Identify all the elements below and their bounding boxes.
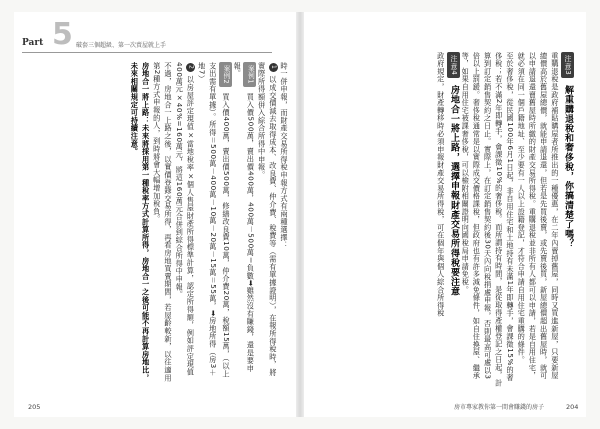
part-title: 破套三個超級、第一次賣屋就上手 (76, 42, 167, 49)
header-rule (22, 52, 272, 53)
right-page-body (312, 52, 574, 387)
tip4-block (447, 52, 460, 387)
tip4-paragraph: 政府規定，財產轉移時必須申報財產交易所得稅，可在個年與個人綜合所得稅 (436, 52, 446, 318)
list-item (174, 62, 196, 382)
tip3-paragraph: 至於奢侈稅，從民國100年6月1日起，非自用住宅和土地持有未滿1年即轉手，會課徵15%的奢侈稅；若不滿2年即轉手，會課徵10%的奢侈稅。而所謂持有時間，是從取得產權登記之日起，計算到訂定銷售契約之日止。實際上，在訂定銷售契約後30天內向稅捐處申報，否則最高可處以3倍以上罰鍰。奢侈稅通常是以實際成交價格課稅，但政府也有許多減免條件，如自住換屋、繼承等，如果自用住宅被課奢侈稅，可以檢附相關證明向國稅局申請免稅。 (461, 52, 515, 387)
closing-text: 不過，房地合一上路之後，以實價登錄交易所得，再看房地買賣期間，若屋齡較新，以往適用第2種方式申報的人，到時將會大幅增加稅負。 (152, 62, 173, 382)
tip4-heading: 房地合一將上路，選擇申報財產交易所得稅要注意 (448, 85, 459, 297)
list-item (256, 62, 278, 382)
list-item-text: 以房屋評定現值×當地稅率×個人售屋財產所得標準計算，認定所得額，例如評定現值400萬元×40%=160萬元，將這160萬元合併到綜合所得中申報。 (175, 62, 196, 376)
tip4-tag: 注意4 (447, 52, 460, 78)
number-bullet-2: 2 (186, 63, 195, 72)
case-tag-2: 案例2 (219, 62, 232, 87)
left-page (14, 12, 296, 417)
intro-text: 時一併申報，而財產交易所得稅申報方式有兩種選擇： (280, 62, 289, 250)
right-page (304, 12, 586, 417)
case-text: 買入價500萬，賣出價400萬，400萬－500萬＝負數➡雖然沒有賺錢，還是要申報。 (233, 62, 256, 373)
left-page-body (34, 62, 290, 382)
number-bullet-1: 1 (269, 63, 278, 72)
bold-note: 房地合一將上路：未來將採用第一種稅率方式計算所得，房地合一之後可能不再計算房地比，未來相關規定可持續注意。 (130, 62, 151, 382)
case-block (232, 62, 256, 382)
page-number-left: 205 (28, 403, 41, 411)
page-number-right: 204 (566, 403, 579, 411)
tip3-tag: 注意3 (561, 52, 574, 78)
case-text: 買入價400萬，賣出價500萬，修繕改良費10萬，仲介費20萬，稅額15萬，（以上支出需有單據）。所得＝500萬－400萬－10萬－20萬－15萬＝55萬，➡房地所得（房3＋地7） (197, 62, 231, 378)
book-gutter (296, 12, 304, 417)
part-number: 5 (52, 17, 73, 52)
part-label: Part (22, 38, 44, 48)
tip3-paragraph: 重購退稅是政府補貼購屋者所推出的一種優惠，在二年內賣掉舊屋，同時又買進新屋，只要新屋總價高於舊屋總價，就能申請退還，但若是先買後賣，或先賣後買，新屋總價超出舊屋時，就可以申請退還賣舊屋時所繳的財產交易所得稅。重購退稅並非所有人都可以申請，若是自用住宅，就必須在同一個戶籍地址、至少要有一人以上設籍登記，才符合申請自用住宅重購的條件。 (517, 52, 560, 380)
book-title-footer: 房市專家教你第一間會賺錢的房子 (454, 404, 545, 411)
case-tag-1: 案例1 (243, 62, 256, 87)
part-header (20, 17, 260, 54)
case-block (196, 62, 232, 382)
tip3-heading: 解重購退稅和奢侈稅，你搞清楚了嗎？ (563, 85, 573, 249)
tip3-block (561, 52, 574, 387)
list-item-text: 以成交價減去取得成本、改良費、仲介費、稅費等（需有單據證明），在報所得稅時，將實際所得額併入綜合所得中申報。 (257, 62, 278, 377)
